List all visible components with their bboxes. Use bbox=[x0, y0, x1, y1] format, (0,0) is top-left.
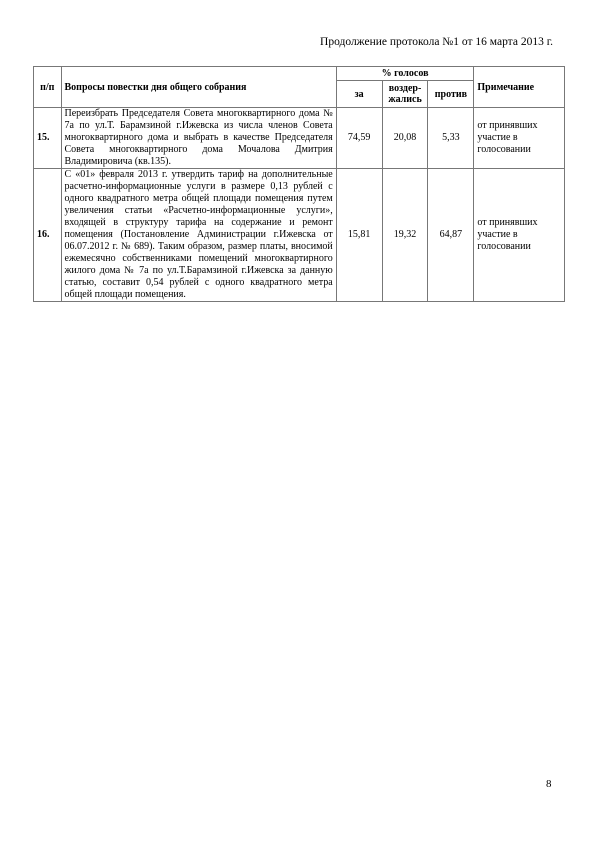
col-header-question: Вопросы повестки дня общего собрания bbox=[61, 67, 336, 108]
row-note: от принявших участие в голосовании bbox=[474, 169, 565, 302]
table-row bbox=[34, 108, 565, 169]
col-header-percent-votes: % голосов bbox=[336, 67, 474, 81]
row-note: от принявших участие в голосовании bbox=[474, 108, 565, 169]
table-header-row bbox=[34, 67, 565, 81]
row-number: 15. bbox=[34, 108, 62, 169]
row-votes-for: 74,59 bbox=[336, 108, 382, 169]
page-header: Продолжение протокола №1 от 16 марта 2013 г. bbox=[320, 36, 553, 48]
col-header-abstained: воздер-жались bbox=[382, 81, 428, 108]
votes-table bbox=[33, 66, 565, 302]
col-header-for: за bbox=[336, 81, 382, 108]
row-votes-for: 15,81 bbox=[336, 169, 382, 302]
page-number: 8 bbox=[546, 778, 552, 790]
row-votes-against: 5,33 bbox=[428, 108, 474, 169]
col-header-against: против bbox=[428, 81, 474, 108]
table-row bbox=[34, 169, 565, 302]
row-number: 16. bbox=[34, 169, 62, 302]
row-question: Переизбрать Председателя Совета многоквартирного дома № 7а по ул.Т. Барамзиной г.Ижевска из числа членов Совета многоквартирного дома и выбрать в качестве Председателя Совета многоквартирного дома Мочалова Дмитрия Владимировича (кв.135). bbox=[61, 108, 336, 169]
col-header-note: Примечание bbox=[474, 67, 565, 108]
row-question: С «01» февраля 2013 г. утвердить тариф на дополнительные расчетно-информационные услуги в размере 0,13 рублей с одного квадратного метра общей площади помещения путем увеличения статьи «Расчетно-информационные услуги», входящей в структуру тарифа на содержание и ремонт помещения (Постановление Администрации г.Ижевска от 06.07.2012 г. № 689). Таким образом, размер платы, вносимой ежемесячно собственниками помещений многоквартирного жилого дома № 7а по ул.Т.Барамзиной г.Ижевска за данную статью, составит 0,54 рублей с одного квадратного метра общей площади помещения. bbox=[61, 169, 336, 302]
row-votes-abstained: 19,32 bbox=[382, 169, 428, 302]
row-votes-abstained: 20,08 bbox=[382, 108, 428, 169]
col-header-num: п/п bbox=[34, 67, 62, 108]
row-votes-against: 64,87 bbox=[428, 169, 474, 302]
